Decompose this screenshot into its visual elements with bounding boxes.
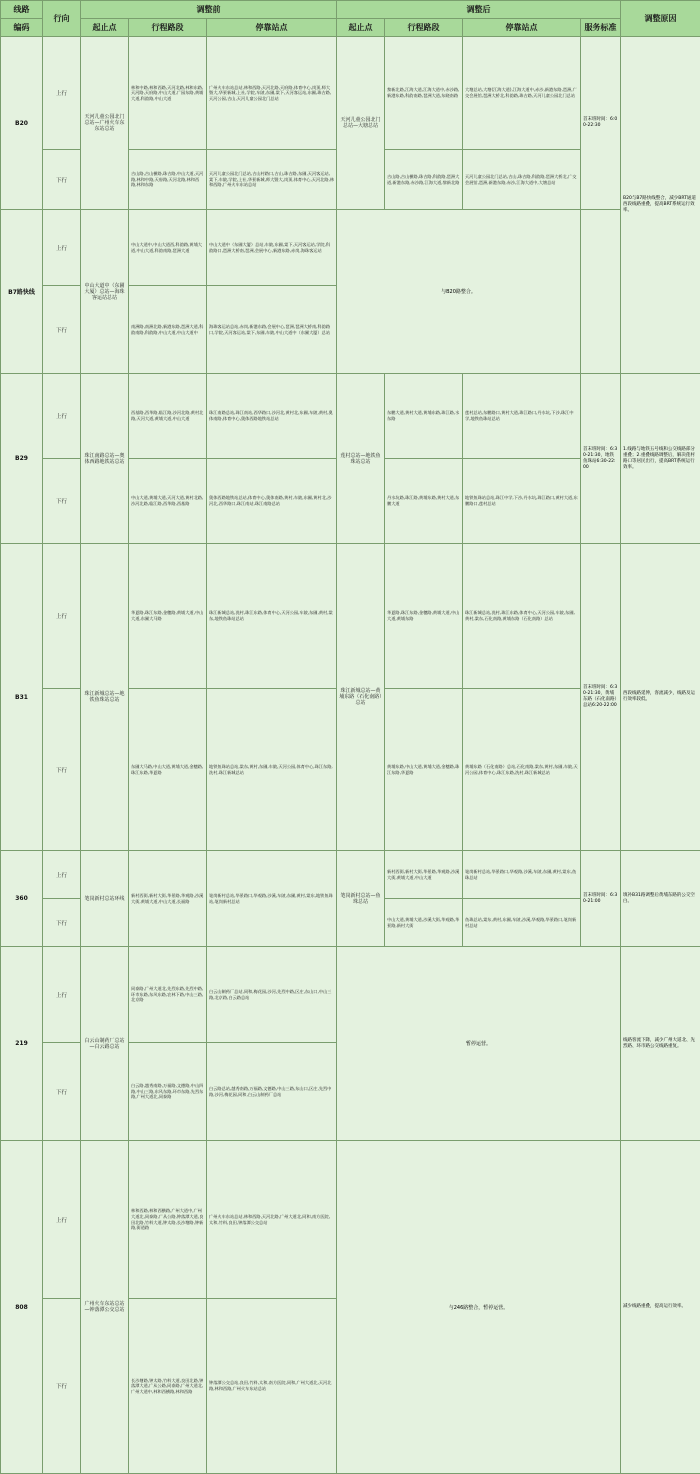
before-start-end: 广州火车东站总站—钟落潭公交总站 (81, 1141, 129, 1474)
after-note: 与246路整合，暂停运营。 (337, 1141, 621, 1474)
route-code: 360 (1, 851, 43, 947)
before-stops: 珠江南路总站,珠江南站,西华路口,沙河北,黄村北,东圃,车陂,黄村,奥体南路,体育中心,奥体西路地铁站总站 (207, 374, 337, 459)
direction-down: 下行 (43, 459, 81, 544)
col-after-stops: 停靠站点 (463, 19, 581, 37)
after-path: 吉山路,吉山横路,珠吉路,科韵路,琶洲大道,新港东路,赤沙路,江海大道,黎新北路 (385, 150, 463, 210)
before-path: 林和中路,林和西路,天河北路,林和东路,天河路,天府路,中山大道,广园东路,黄埔大道,科韵路,中山大道 (129, 37, 207, 150)
service-standard: 首末班时间：6:30-21:30，黄埔东路（石化南路）总站6:20-22:00 (581, 544, 621, 851)
route-code: B29 (1, 374, 43, 544)
before-start-end: 天河儿童公园北门总站—广州火车东东站总站 (81, 37, 129, 210)
before-path: 西基路,西华路,临江路,沙河北路,黄村北路,天河大道,黄埔大道,中山大道 (129, 374, 207, 459)
after-stops: 大塘总站,大塘(江海大道),江海大道中,赤沙,新港东路,琶洲,广交会展馆,琶洲大桥北,科韵路,珠吉路,天河儿童公园北门总站 (463, 37, 581, 150)
after-start-end: 笔岗新村总站—鱼珠总站 (337, 851, 385, 947)
adjust-reason: 减少线路重叠，提高运行效率。 (621, 1141, 700, 1474)
before-stops: 天河儿童公园北门总站,吉山村路口,吉山,珠吉路,东圃,天河客运站,棠下,车陂,学院,上社,华景新城,师大暨大,岗顶,体育中心,天河北路,林和西路,广州火车东站总站 (207, 150, 337, 210)
route-code: B20 (1, 37, 43, 210)
after-start-end: 天河儿童公园北门总站—大塘总站 (337, 37, 385, 210)
adjust-reason: 西段线路延伸，客流减少，线路及运行效率较低。 (621, 544, 700, 851)
before-stops: 广州火车东站总站,林和西路,天河北路,广州大道北,同和,南方医院,太和,竹料,良田,钟落潭公交总站 (207, 1141, 337, 1299)
before-stops: 笔岗新村总站,华景路口,华观路,沙溪,车陂,东圃,黄村,棠东,地铁鱼珠站,笔岗新村总站 (207, 851, 337, 947)
before-path: 东圃大马路,中山大道,黄埔大道,金穗路,珠江东路,华夏路 (129, 689, 207, 851)
col-before-start: 起止点 (81, 19, 129, 37)
before-path: 中山大道中,中山大道西,科韵路,黄埔大道,中山大道,科韵南路,琶洲大道 (129, 210, 207, 286)
after-path: 黄埔东路,中山大道,黄埔大道,金穗路,珠江东路,华夏路 (385, 689, 463, 851)
before-start-end: 珠江新城总站—地铁鱼珠站总站 (81, 544, 129, 851)
route-code: 219 (1, 947, 43, 1141)
direction-down: 下行 (43, 150, 81, 210)
service-standard: 首末班时间：6:30-21:30，地铁鱼珠站6:30-22:00 (581, 374, 621, 544)
col-after-path: 行程路段 (385, 19, 463, 37)
route-code: B31 (1, 544, 43, 851)
direction-down: 下行 (43, 1043, 81, 1141)
service-standard: 首末班时间：6:30-21:00 (581, 851, 621, 947)
before-stops: 白云山制药厂总站,同和,梅花园,沙河,先烈中路,区庄,东山口,中山三路,北京路,白云路总站 (207, 947, 337, 1043)
direction-up: 上行 (43, 544, 81, 689)
before-start-end: 珠江南路总站—奥体西路地铁站总站 (81, 374, 129, 544)
before-path: 白云路,越秀南路,万福路,文德路,中山四路,中山三路,东风东路,环市东路,先烈东路,广州大道北,同泰路 (129, 1043, 207, 1141)
after-start-end: 珠江新城总站—黄埔东路（石化南路）总站 (337, 544, 385, 851)
before-stops: 白云路总站,越秀南路,万福路,文德路,中山三路,东山口,区庄,先烈中路,沙河,梅花园,同和,白云山制药厂总站 (207, 1043, 337, 1141)
after-path: 黎新北路,江海大道,江海大道中,赤沙路,新港东路,科韵南路,琶洲大道,东晓南路 (385, 37, 463, 150)
before-stops: 钟落潭公交总站,良田,竹料,太和,南方医院,同和,广州大道北,天河北路,林和西路,广州火车东站总站 (207, 1299, 337, 1474)
service-standard (581, 210, 621, 374)
adjust-reason: B20与B7路快线整合，减少BRT通道西段线路重叠，提高BRT系统运行效率。 (621, 37, 700, 374)
before-path: 林和西路,林和西横路,广州大道中,广州大道北,同泰路,广从公路,钟落潭大道,良田北路,竹料大道,钟太路,长沙塘路,钟新路,街道路 (129, 1141, 207, 1299)
col-before-path: 行程路段 (129, 19, 207, 37)
after-start-end: 莲村总站—地铁鱼珠站总站 (337, 374, 385, 544)
before-path: 中山大道,黄埔大道,天河大道,黄村北路,沙河北路,临江路,西华路,西基路 (129, 459, 207, 544)
after-stops: 天河儿童公园北门总站,吉山,珠吉路,科韵路,琶洲大桥北,广交会展馆,琶洲,新港东路,赤沙,江海大道中,大塘总站 (463, 150, 581, 210)
col-after-start: 起止点 (337, 19, 385, 37)
direction-up: 上行 (43, 1141, 81, 1299)
direction-down: 下行 (43, 899, 81, 947)
after-stops: 鱼珠总站,棠东,黄村,东圃,车陂,沙溪,华观路,华景路口,笔岗新村总站 (463, 899, 581, 947)
col-route: 线路 (1, 1, 43, 19)
after-path: 丹水坑路,珠江路,黄埔东路,黄村大道,东鹏大道 (385, 459, 463, 544)
direction-down: 下行 (43, 689, 81, 851)
before-path: 南洲路,南洲北路,新港东路,琶洲大道,科韵南路,科韵路,中山大道,中山大道中 (129, 286, 207, 374)
after-stops: 珠江新城总站,冼村,珠江东路,体育中心,天河公园,车陂,东圃,黄村,棠东,石化南路,黄埔东路（石化南路）总站 (463, 544, 581, 689)
after-stops: 莲村总站,东鹏路口,黄村大道,珠江路口,丹水坑,下沙,珠江中学,地铁鱼珠站总站 (463, 374, 581, 459)
col-direction: 行向 (43, 1, 81, 37)
route-code: 808 (1, 1141, 43, 1474)
before-stops: 奥体西路地铁站总站,体育中心,奥体南路,黄村,车陂,东圃,黄村北,沙河北,西华路口,珠江南站,珠江南路总站 (207, 459, 337, 544)
route-code: B7路快线 (1, 210, 43, 374)
after-stops: 笔岗新村总站,华景路口,华观路,沙溪,车陂,东圃,黄村,棠东,鱼珠总站 (463, 851, 581, 899)
direction-down: 下行 (43, 1299, 81, 1474)
direction-up: 上行 (43, 374, 81, 459)
after-path: 新村西街,新村大街,华景路,华观路,沙溪大街,黄埔大道,中山大道 (385, 851, 463, 899)
col-route-no: 编码 (1, 19, 43, 37)
before-stops: 海珠客运站总站,赤岗,新港东路,会展中心,琶洲,琶洲大桥南,科韵路口,学院,天河客运站,棠下,东圃,车陂,中山大道中（东圃大厦）总站 (207, 286, 337, 374)
before-start-end: 中山大道中（东圃大厦）总站—海珠客运站总站 (81, 210, 129, 374)
after-path: 东鹏大道,黄村大道,黄埔东路,珠江路,水东路 (385, 374, 463, 459)
service-standard: 首末班时间：6:00-22:30 (581, 37, 621, 210)
after-path: 华夏路,珠江东路,金穗路,黄埔大道,中山大道,黄埔东路 (385, 544, 463, 689)
after-path: 中山大道,黄埔大道,沙溪大街,华观路,华景路,新村大街 (385, 899, 463, 947)
before-path: 同泰路,广州大道北,先烈东路,先烈中路,环市东路,东风东路,农林下路,中山三路,北京路 (129, 947, 207, 1043)
col-after: 调整后 (337, 1, 621, 19)
adjust-reason: 线路客流下降，减少广州大道北、先烈路、环市路公交线路重复。 (621, 947, 700, 1141)
col-service: 服务标准 (581, 19, 621, 37)
col-before: 调整前 (81, 1, 337, 19)
col-before-stops: 停靠站点 (207, 19, 337, 37)
before-start-end: 笔岗新村总站环线 (81, 851, 129, 947)
after-stops: 地铁鱼珠站总站,珠江中学,下沙,丹水坑,珠江路口,黄村大道,东鹏路口,莲村总站 (463, 459, 581, 544)
before-stops: 广州火车东站总站,林和西路,天河北路,天府路,体育中心,岗顶,师大暨大,华景新城,上社,学院,车陂,东圃,棠下,天河客运站,东圃,珠吉路,天河公园,吉山,天河儿童公园北门总站 (207, 37, 337, 150)
before-path: 吉山路,吉山横路,珠吉路,中山大道,天河路,林和中路,天府路,天河北路,林和西路,林和东路 (129, 150, 207, 210)
after-stops: 黄埔东路（石化南路）总站,石化南路,棠东,黄村,东圃,车陂,天河公园,体育中心,珠江东路,冼村,珠江新城总站 (463, 689, 581, 851)
before-path: 华夏路,珠江东路,金穗路,黄埔大道,中山大道,东圃大马路 (129, 544, 207, 689)
direction-up: 上行 (43, 851, 81, 899)
before-stops: 中山大道中（东圃大厦）总站,车陂,东圃,棠下,天河客运站,学院,科韵路口,琶洲大桥南,琶洲,会展中心,新港东路,赤岗,海珠客运站 (207, 210, 337, 286)
col-reason: 调整原因 (621, 1, 700, 37)
direction-up: 上行 (43, 210, 81, 286)
after-note: 与B20路整合。 (337, 210, 581, 374)
before-path: 新村西街,新村大街,华景路,华观路,沙溪大街,黄埔大道,中山大道,长福路 (129, 851, 207, 947)
adjust-reason: 1.线路与地铁五号线和公交线路部分重叠；2.重叠线路调整后，解决莲村路口等居民出行，提高BRT系统运行效率。 (621, 374, 700, 544)
direction-down: 下行 (43, 286, 81, 374)
before-path: 长沙塘路,钟太路,竹料大道,良田北路,钟落潭大道,广从公路,同泰路,广州大道北,广州大道中,林和西横路,林和西路 (129, 1299, 207, 1474)
after-note: 暂停运营。 (337, 947, 621, 1141)
before-start-end: 白云山制药厂总站—白云路总站 (81, 947, 129, 1141)
before-stops: 珠江新城总站,冼村,珠江东路,体育中心,天河公园,车陂,东圃,黄村,棠东,地铁鱼珠站总站 (207, 544, 337, 689)
direction-up: 上行 (43, 947, 81, 1043)
before-stops: 地铁鱼珠站总站,棠东,黄村,东圃,车陂,天河公园,体育中心,珠江东路,冼村,珠江新城总站 (207, 689, 337, 851)
direction-up: 上行 (43, 37, 81, 150)
adjust-reason: 填补B31路调整后黄埔东路的公交空白。 (621, 851, 700, 947)
